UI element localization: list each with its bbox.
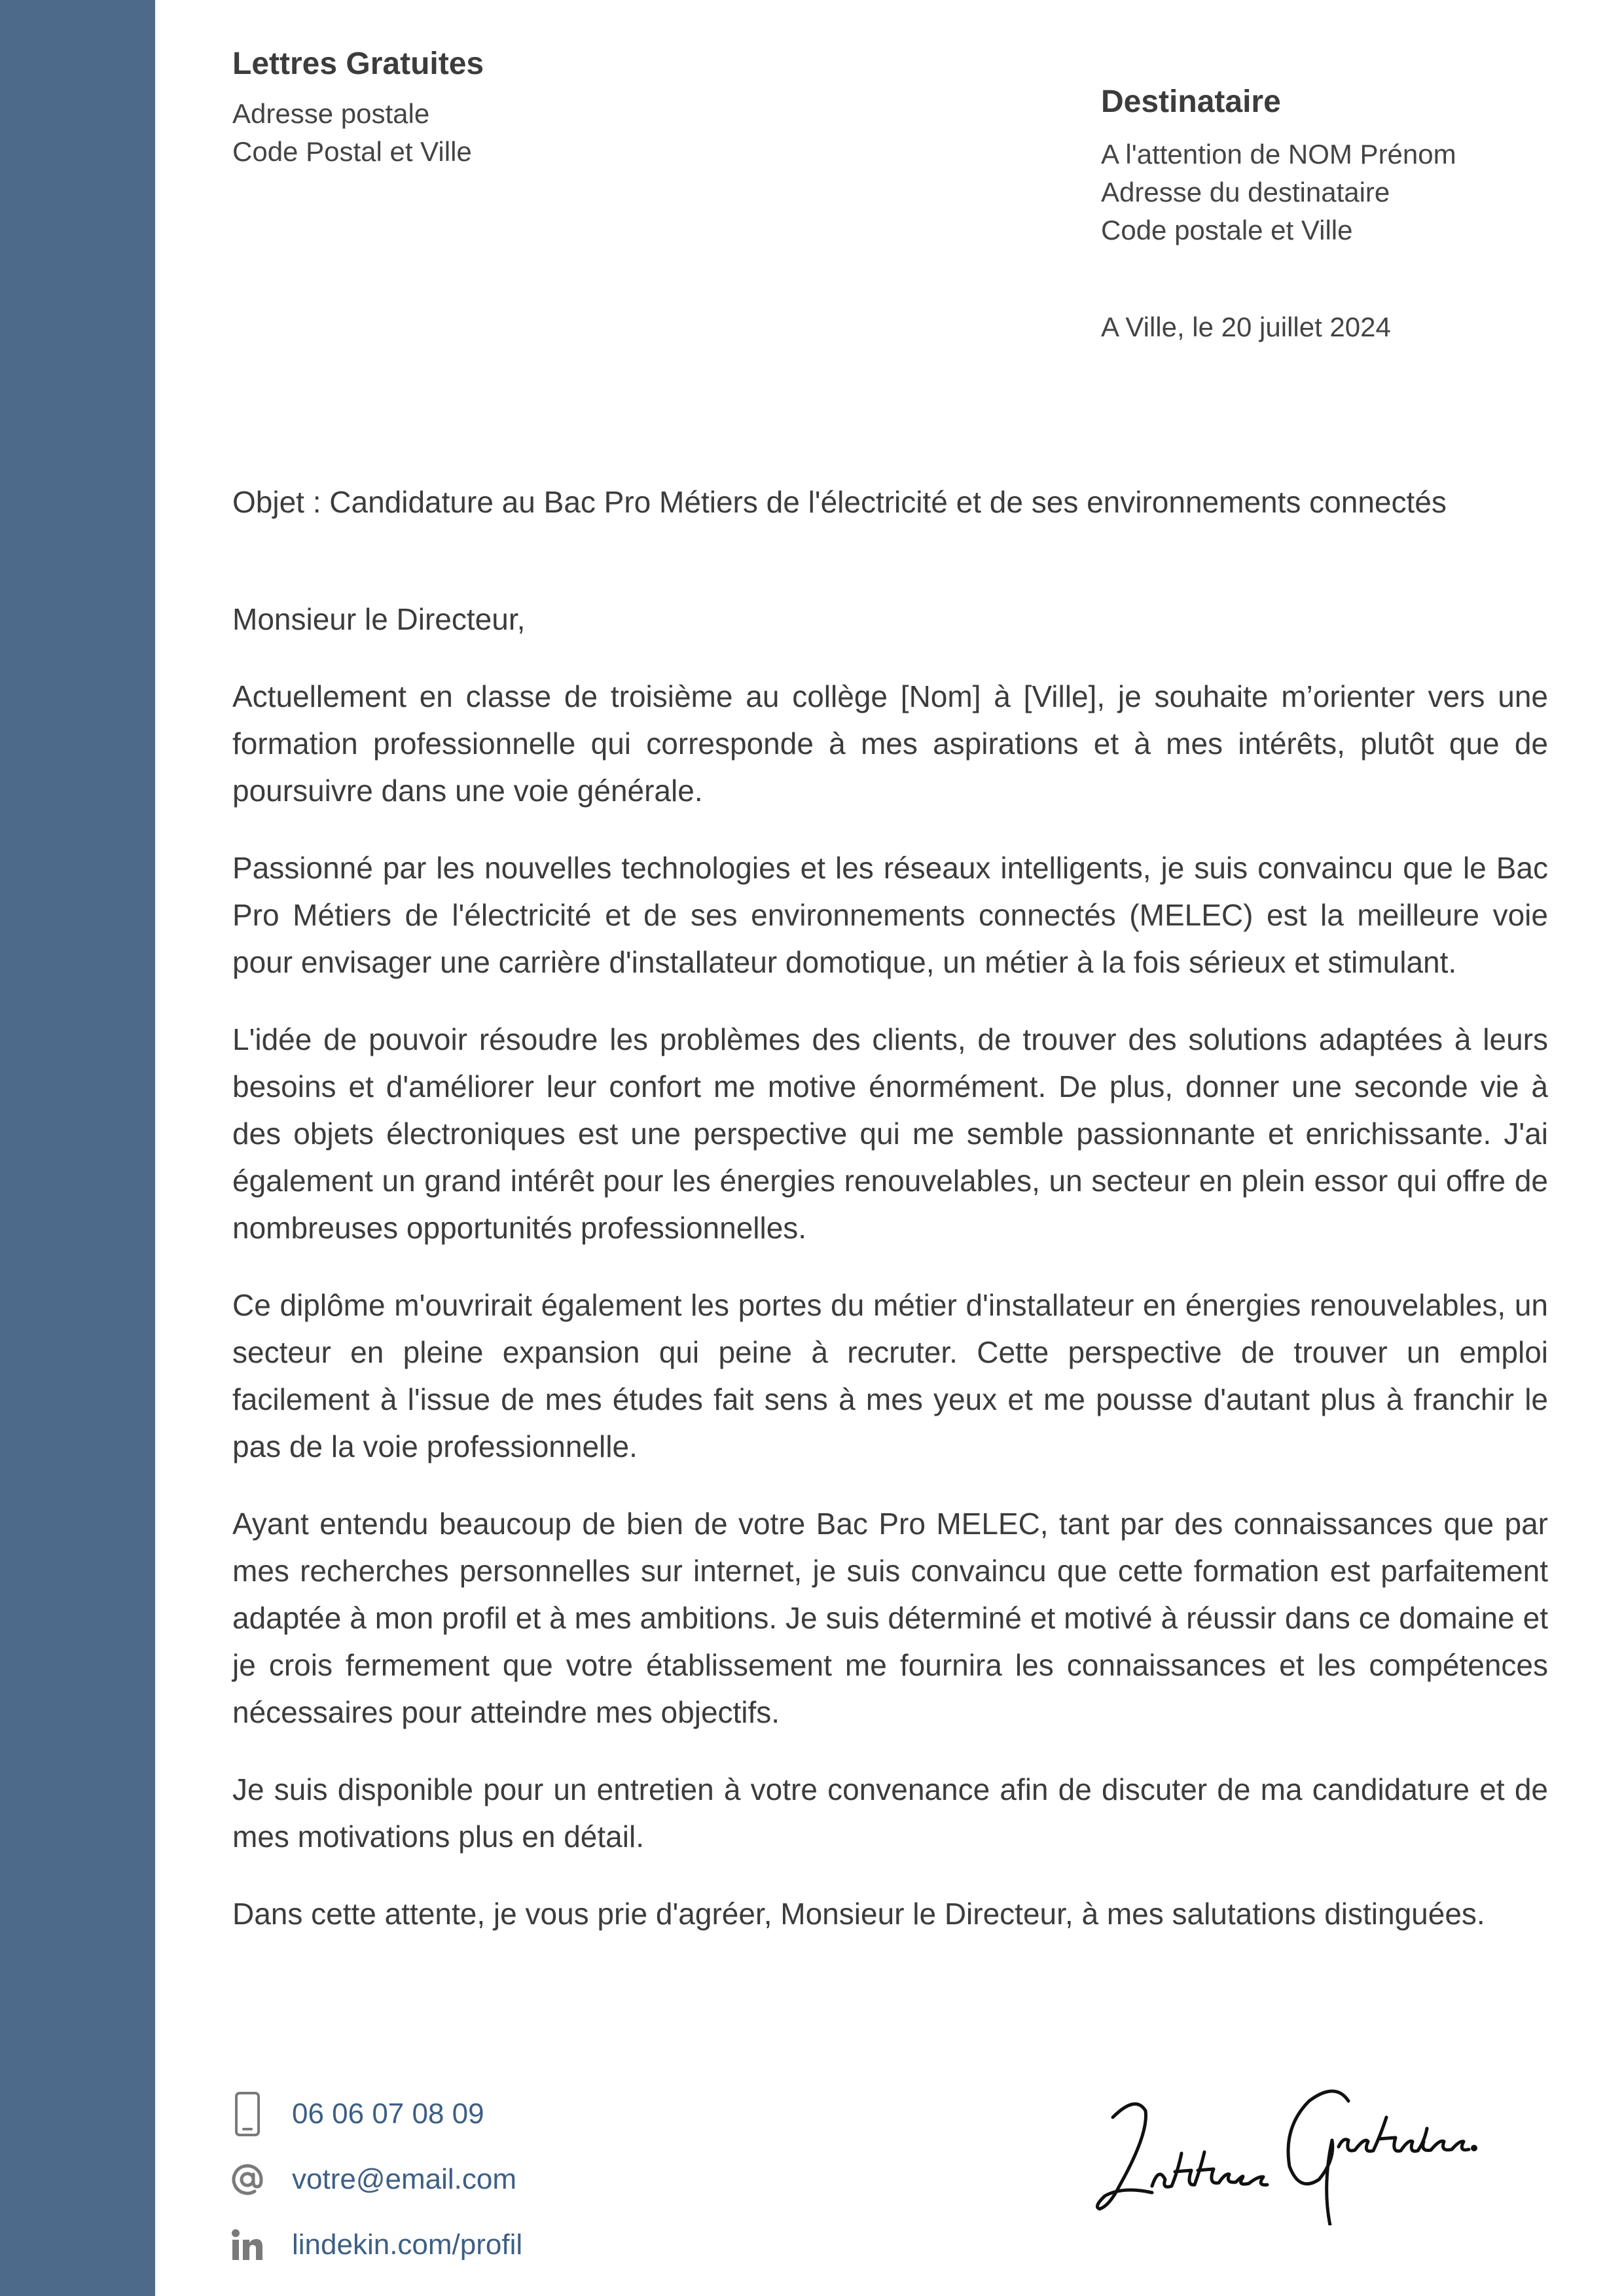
recipient-title: Destinataire [1101, 84, 1281, 119]
contact-block [229, 2081, 818, 2278]
recipient-block [1101, 84, 1572, 249]
recipient-city: Code postale et Ville [1101, 215, 1353, 245]
closing-paragraph: Dans cette attente, je vous prie d'agréer, Monsieur le Directeur, à mes salutations distinguées. [232, 1897, 1485, 1931]
paragraph: Je suis disponible pour un entretien à votre convenance afin de discuter de ma candidature et de mes motivations plus en détail. [232, 1772, 1548, 1854]
handwritten-signature [1074, 2055, 1479, 2225]
contact-phone [229, 2081, 818, 2147]
letter-date: A Ville, le 20 juillet 2024 [1101, 312, 1391, 342]
sidebar-band [0, 0, 155, 2296]
recipient-address: Adresse du destinataire [1101, 177, 1390, 207]
paragraph: L'idée de pouvoir résoudre les problèmes des clients, de trouver des solutions adaptées à leurs besoins et d'améliorer leur confort me motive énormément. De plus, donner une seconde vie à des objets électroniques est une perspective qui me semble passionnante et enrichissante. J'ai également un grand intérêt pour les énergies renouvelables, un secteur en plein essor qui offre de nombreuses opportunités professionnelles. [232, 1022, 1548, 1245]
phone-text: 06 06 07 08 09 [292, 2098, 484, 2130]
paragraph: Ce diplôme m'ouvrirait également les portes du métier d'installateur en énergies renouvelables, un secteur en pleine expansion qui peine à recruter. Cette perspective de trouver un emploi facilement à l'issue de mes études fait sens à mes yeux et me pousse d'autant plus à franchir le pas de la voie professionnelle. [232, 1288, 1548, 1463]
linkedin-icon [229, 2221, 266, 2269]
contact-email [229, 2147, 818, 2212]
paragraph: Actuellement en classe de troisième au collège [Nom] à [Ville], je souhaite m’orienter vers une formation professionnelle qui corresponde à mes aspirations et à mes intérêts, plutôt que de poursuivre dans une voie générale. [232, 679, 1548, 808]
greeting: Monsieur le Directeur, [232, 602, 526, 636]
sender-name: Lettres Gratuites [232, 46, 484, 81]
sender-address: Adresse postale [232, 98, 430, 129]
paragraph: Passionné par les nouvelles technologies et les réseaux intelligents, je suis convaincu que le Bac Pro Métiers de l'électricité et de ses environnements connectés (MELEC) est la meilleure voie pour envisager une carrière d'installateur domotique, un métier à la fois sérieux et stimulant. [232, 851, 1548, 979]
sender-block [232, 46, 821, 171]
email-text: votre@email.com [292, 2163, 516, 2195]
recipient-attention: A l'attention de NOM Prénom [1101, 139, 1456, 170]
contact-linkedin [229, 2212, 818, 2278]
at-sign-icon [229, 2156, 266, 2203]
letter-subject: Objet : Candidature au Bac Pro Métiers de l'électricité et de ses environnements connectés [232, 485, 1447, 519]
linkedin-text: lindekin.com/profil [292, 2229, 523, 2261]
letter-body [232, 596, 1548, 1967]
paragraph: Ayant entendu beaucoup de bien de votre Bac Pro MELEC, tant par des connaissances que par mes recherches personnelles sur internet, je suis convaincu que cette formation est parfaitement adaptée à mon profil et à mes ambitions. Je suis déterminé et motivé à réussir dans ce domaine et je crois fermement que votre établissement me fournira les connaissances et les compétences nécessaires pour atteindre mes objectifs. [232, 1507, 1548, 1729]
smartphone-icon [229, 2090, 266, 2138]
sender-city: Code Postal et Ville [232, 136, 472, 167]
